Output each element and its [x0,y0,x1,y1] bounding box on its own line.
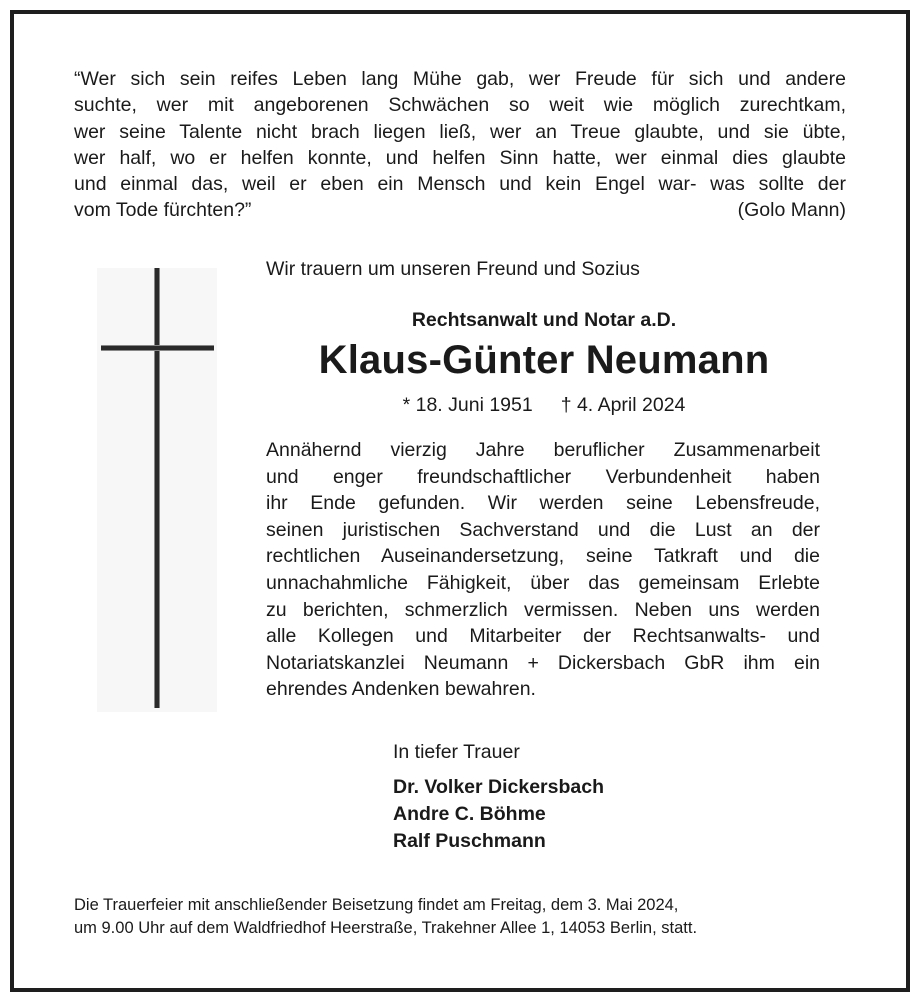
quote-line: “Wer sich sein reifes Leben lang Mühe gab, wer Freude für sich und andere [74,68,846,90]
signer-name: Andre C. Böhme [393,802,546,825]
deceased-name: Klaus-Günter Neumann [318,338,770,382]
tribute-line: ihr Ende gefunden. Wir werden seine Lebensfreude, [266,492,820,515]
signer-name: Dr. Volker Dickersbach [393,776,604,798]
tribute-line: zu berichten, schmerzlich vermissen. Neben uns werden [266,598,820,621]
funeral-line: Die Trauerfeier mit anschließender Beisetzung findet am Freitag, dem 3. Mai 2024, [74,896,679,914]
cross-icon [97,268,217,712]
quote-line: wer seine Talente nicht brach liegen ließ, wer an Treue glaubte, und sie übte, [74,120,846,143]
tribute-text [266,437,820,703]
funeral-line: um 9.00 Uhr auf dem Waldfriedhof Heerstraße, Trakehner Allee 1, 14053 Berlin, statt. [74,919,698,937]
tribute-line: ehrendes Andenken bewahren. [266,678,536,701]
funeral-info [74,894,697,940]
tribute-line: Notariatskanzlei Neumann + Dickersbach GbR ihm ein [266,651,820,674]
quote-line: und einmal das, weil er eben ein Mensch und kein Engel war- was sollte der [74,173,846,196]
death-date: † 4. April 2024 [560,394,686,416]
quote-author: (Golo Mann) [737,199,846,222]
quote-line: suchte, wer mit angeborenen Schwächen so weit wie möglich zurechtkam, [74,94,846,117]
signers [393,774,604,854]
signer-name: Ralf Puschmann [393,829,546,852]
mourning-line: In tiefer Trauer [393,741,520,763]
life-dates [266,394,822,417]
cross-vertical-beam [154,268,160,708]
quote-line: wer half, wo er helfen konnte, und helfen Sinn hatte, wer einmal dies glaubte [74,146,846,169]
quote-block [74,66,846,224]
quote-last-line [74,197,846,223]
cross-horizontal-beam [101,345,214,351]
tribute-line: Annähernd vierzig Jahre beruflicher Zusammenarbeit [266,439,820,461]
tribute-line: und enger freundschaftlicher Verbundenheit haben [266,465,820,488]
tribute-line: seinen juristischen Sachverstand und die Lust an der [266,518,820,541]
title-rank: Rechtsanwalt und Notar a.D. [411,309,677,331]
quote-line: vom Tode fürchten?” [74,199,252,222]
tribute-line: alle Kollegen und Mitarbeiter der Rechtsanwalts- und [266,625,820,648]
intro-text: Wir trauern um unseren Freund und Sozius [266,258,640,280]
birth-date: * 18. Juni 1951 [402,394,533,416]
tribute-line: rechtlichen Auseinandersetzung, seine Tatkraft und die [266,545,820,568]
tribute-line: unnachahmliche Fähigkeit, über das gemeinsam Erlebte [266,571,820,594]
